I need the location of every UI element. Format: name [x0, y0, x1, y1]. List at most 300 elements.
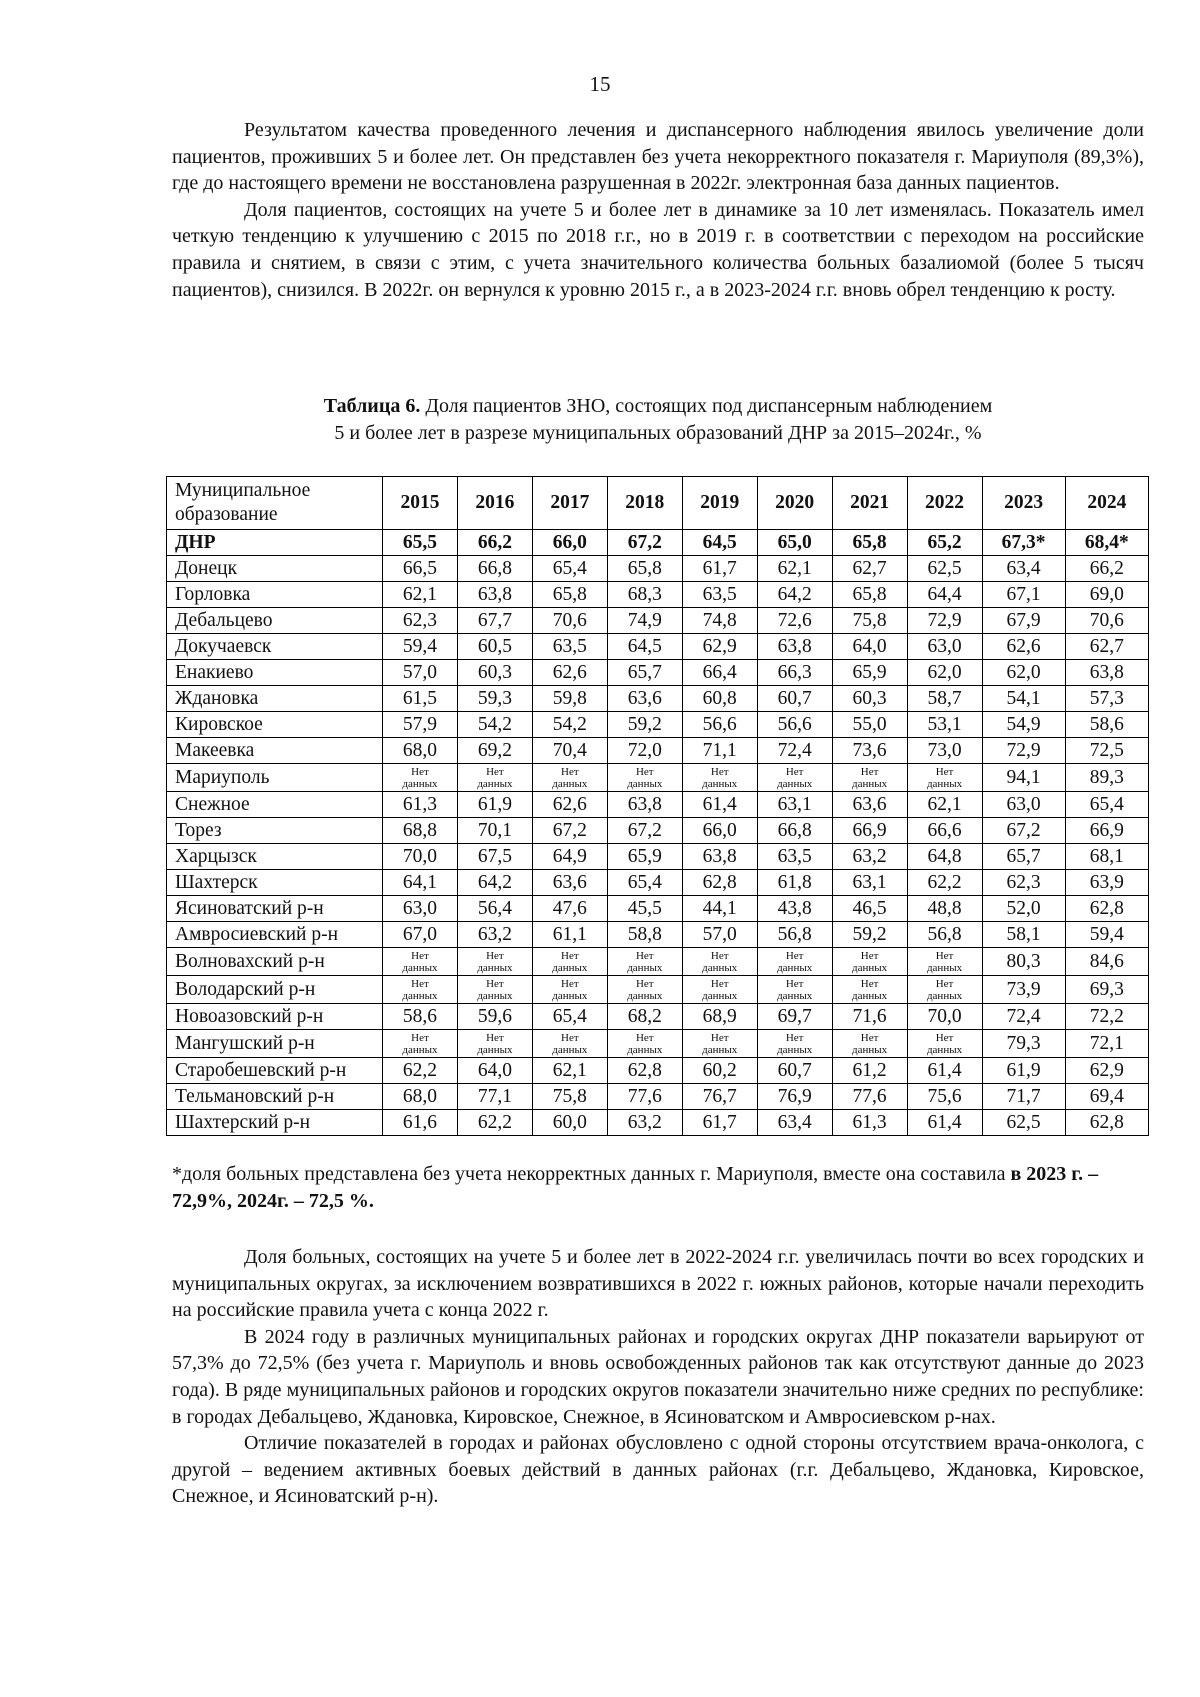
value-cell: 52,0 [982, 896, 1065, 922]
value-cell: 75,8 [832, 608, 907, 634]
value-cell: 62,3 [383, 608, 458, 634]
data-table [166, 476, 1149, 1136]
row-name: Кировское [167, 712, 383, 738]
conclusion-text [172, 1244, 1144, 1510]
value-cell: 80,3 [982, 948, 1065, 976]
value-cell: 65,7 [982, 844, 1065, 870]
value-cell: 66,3 [757, 660, 832, 686]
value-cell: 58,6 [1065, 712, 1148, 738]
table-row [167, 634, 1149, 660]
value-cell: 61,9 [982, 1058, 1065, 1084]
value-cell: 62,3 [982, 870, 1065, 896]
no-data-cell [532, 764, 607, 792]
no-data-label-line1: Нет [860, 765, 879, 778]
table-caption-line2: 5 и более лет в разрезе муниципальных образований ДНР за 2015–2024г., % [334, 421, 982, 444]
value-cell: 63,1 [757, 792, 832, 818]
header-year-2019: 2019 [682, 477, 757, 530]
value-cell: 54,1 [982, 686, 1065, 712]
table-row [167, 844, 1149, 870]
table-row [167, 712, 1149, 738]
value-cell: 76,7 [682, 1084, 757, 1110]
value-cell: 61,4 [682, 792, 757, 818]
value-cell: 72,4 [757, 738, 832, 764]
no-data-label-line1: Нет [860, 1031, 879, 1044]
value-cell: 63,5 [757, 844, 832, 870]
no-data-label-line1: Нет [710, 949, 729, 962]
table-caption-line1: Доля пациентов ЗНО, состоящих под диспансерным наблюдением [425, 395, 993, 417]
no-data-label-line2: данных [477, 1043, 513, 1056]
no-data-label-line2: данных [777, 961, 813, 974]
value-cell: 63,2 [607, 1110, 682, 1136]
value-cell: 76,9 [757, 1084, 832, 1110]
value-cell: 66,9 [832, 818, 907, 844]
value-cell: 67,1 [982, 582, 1065, 608]
value-cell: 58,6 [383, 1004, 458, 1030]
no-data-label-line2: данных [627, 961, 663, 974]
no-data-label-line1: Нет [935, 1031, 954, 1044]
no-data-label-line2: данных [552, 961, 588, 974]
value-cell: 60,5 [457, 634, 532, 660]
value-cell: 54,2 [532, 712, 607, 738]
value-cell: 70,6 [1065, 608, 1148, 634]
no-data-cell [682, 976, 757, 1004]
no-data-label-line2: данных [627, 1043, 663, 1056]
value-cell: 56,8 [757, 922, 832, 948]
table-row [167, 582, 1149, 608]
no-data-label-line1: Нет [860, 977, 879, 990]
value-cell: 62,5 [982, 1110, 1065, 1136]
value-cell: 64,9 [532, 844, 607, 870]
no-data-cell [682, 948, 757, 976]
no-data-label-line2: данных [702, 1043, 738, 1056]
no-data-label-line2: данных [552, 1043, 588, 1056]
row-name: Дебальцево [167, 608, 383, 634]
value-cell: 66,9 [1065, 818, 1148, 844]
value-cell: 67,2 [982, 818, 1065, 844]
value-cell: 60,7 [757, 686, 832, 712]
no-data-label-line2: данных [702, 989, 738, 1002]
no-data-label-line1: Нет [486, 949, 504, 962]
no-data-label-line1: Нет [710, 765, 729, 778]
header-municipality: Муниципальное образование [167, 477, 383, 530]
no-data-cell [682, 1030, 757, 1058]
value-cell: 62,5 [907, 556, 982, 582]
value-cell: 63,6 [607, 686, 682, 712]
no-data-label-line2: данных [402, 989, 438, 1002]
value-cell: 61,6 [383, 1110, 458, 1136]
no-data-label-line2: данных [402, 961, 438, 974]
table-row [167, 1110, 1149, 1136]
value-cell: 53,1 [907, 712, 982, 738]
table-row [167, 870, 1149, 896]
no-data-cell [457, 976, 532, 1004]
value-cell: 65,4 [607, 870, 682, 896]
value-cell: 62,9 [682, 634, 757, 660]
table-row [167, 1030, 1149, 1058]
no-data-label-line2: данных [777, 1043, 813, 1056]
value-cell: 65,9 [832, 660, 907, 686]
value-cell: 62,7 [832, 556, 907, 582]
table-body [167, 530, 1149, 1136]
no-data-label-line2: данных [477, 961, 513, 974]
no-data-label-line2: данных [477, 777, 513, 790]
value-cell: 69,0 [1065, 582, 1148, 608]
value-cell: 63,8 [607, 792, 682, 818]
no-data-label-line2: данных [477, 989, 513, 1002]
no-data-label-line1: Нет [935, 765, 954, 778]
value-cell: 72,9 [907, 608, 982, 634]
value-cell: 44,1 [682, 896, 757, 922]
value-cell: 65,8 [607, 556, 682, 582]
value-cell: 69,7 [757, 1004, 832, 1030]
value-cell: 56,4 [457, 896, 532, 922]
table-row [167, 608, 1149, 634]
row-name: Амвросиевский р-н [167, 922, 383, 948]
value-cell: 94,1 [982, 764, 1065, 792]
conclusion-paragraph-3: Отличие показателей в городах и районах обусловлено с одной стороны отсутствием врача-онколога, с другой – ведением активных боевых действий в данных районах (г.г. Дебальцево, Ждановка, Кировское, Снежное, и Ясиноватский р-н). [172, 1432, 1144, 1508]
value-cell: 72,9 [982, 738, 1065, 764]
no-data-label-line2: данных [402, 1043, 438, 1056]
no-data-cell [532, 976, 607, 1004]
footnote-bold: в 2023 г. – 72,9%, 2024г. – 72,5 %. [172, 1163, 1099, 1212]
no-data-cell [532, 948, 607, 976]
value-cell: 64,4 [907, 582, 982, 608]
value-cell: 62,2 [907, 870, 982, 896]
value-cell: 62,9 [1065, 1058, 1148, 1084]
value-cell: 77,6 [607, 1084, 682, 1110]
no-data-label-line2: данных [926, 989, 963, 1002]
value-cell: 63,2 [832, 844, 907, 870]
value-cell: 61,2 [832, 1058, 907, 1084]
value-cell: 63,5 [532, 634, 607, 660]
value-cell: 67,0 [383, 922, 458, 948]
value-cell: 60,3 [457, 660, 532, 686]
value-cell: 65,8 [832, 582, 907, 608]
row-name: Тельмановский р-н [167, 1084, 383, 1110]
no-data-label-line2: данных [702, 961, 738, 974]
value-cell: 68,0 [383, 1084, 458, 1110]
value-cell: 61,3 [832, 1110, 907, 1136]
header-year-2023: 2023 [982, 477, 1065, 530]
value-cell: 61,5 [383, 686, 458, 712]
no-data-label-line1: Нет [411, 977, 429, 990]
value-cell: 63,2 [457, 922, 532, 948]
value-cell: 67,2 [607, 530, 682, 556]
no-data-label-line1: Нет [860, 949, 879, 962]
row-name: Донецк [167, 556, 383, 582]
value-cell: 62,7 [1065, 634, 1148, 660]
value-cell: 60,0 [532, 1110, 607, 1136]
value-cell: 70,0 [907, 1004, 982, 1030]
value-cell: 69,2 [457, 738, 532, 764]
value-cell: 62,1 [757, 556, 832, 582]
value-cell: 63,1 [832, 870, 907, 896]
value-cell: 62,2 [457, 1110, 532, 1136]
value-cell: 65,0 [757, 530, 832, 556]
row-name: Шахтерский р-н [167, 1110, 383, 1136]
value-cell: 65,8 [532, 582, 607, 608]
table-header-row [167, 477, 1149, 530]
row-name: Горловка [167, 582, 383, 608]
value-cell: 54,9 [982, 712, 1065, 738]
value-cell: 74,8 [682, 608, 757, 634]
value-cell: 72,5 [1065, 738, 1148, 764]
no-data-cell [607, 976, 682, 1004]
value-cell: 47,6 [532, 896, 607, 922]
value-cell: 68,2 [607, 1004, 682, 1030]
value-cell: 60,7 [757, 1058, 832, 1084]
no-data-label-line1: Нет [935, 949, 954, 962]
no-data-label-line1: Нет [785, 949, 804, 962]
no-data-cell [832, 976, 907, 1004]
no-data-label-line2: данных [852, 989, 888, 1002]
row-name: Новоазовский р-н [167, 1004, 383, 1030]
no-data-label-line1: Нет [785, 1031, 804, 1044]
value-cell: 56,8 [907, 922, 982, 948]
value-cell: 62,1 [383, 582, 458, 608]
value-cell: 62,0 [907, 660, 982, 686]
value-cell: 58,7 [907, 686, 982, 712]
value-cell: 68,1 [1065, 844, 1148, 870]
row-name: Макеевка [167, 738, 383, 764]
header-year-2015: 2015 [383, 477, 458, 530]
value-cell: 73,6 [832, 738, 907, 764]
table-caption-label: Таблица 6. [323, 395, 421, 417]
row-name: Ясиноватский р-н [167, 896, 383, 922]
value-cell: 65,2 [907, 530, 982, 556]
value-cell: 62,0 [982, 660, 1065, 686]
value-cell: 63,8 [757, 634, 832, 660]
no-data-label-line2: данных [777, 989, 813, 1002]
no-data-label-line1: Нет [635, 977, 654, 990]
no-data-cell [832, 764, 907, 792]
value-cell: 70,1 [457, 818, 532, 844]
table-row [167, 1004, 1149, 1030]
value-cell: 59,2 [607, 712, 682, 738]
no-data-label-line2: данных [852, 961, 888, 974]
value-cell: 56,6 [682, 712, 757, 738]
value-cell: 68,3 [607, 582, 682, 608]
no-data-cell [383, 948, 458, 976]
no-data-cell [607, 1030, 682, 1058]
row-name: Докучаевск [167, 634, 383, 660]
value-cell: 57,0 [383, 660, 458, 686]
row-name: Шахтерск [167, 870, 383, 896]
table-row [167, 818, 1149, 844]
header-year-2024: 2024 [1065, 477, 1148, 530]
table-row [167, 556, 1149, 582]
value-cell: 67,7 [457, 608, 532, 634]
value-cell: 64,2 [757, 582, 832, 608]
table-row [167, 1084, 1149, 1110]
value-cell: 67,2 [607, 818, 682, 844]
no-data-label-line2: данных [852, 777, 888, 790]
table-row [167, 976, 1149, 1004]
value-cell: 61,4 [907, 1110, 982, 1136]
value-cell: 61,8 [757, 870, 832, 896]
no-data-cell [607, 948, 682, 976]
row-name: Старобешевский р-н [167, 1058, 383, 1084]
value-cell: 61,9 [457, 792, 532, 818]
value-cell: 61,7 [682, 1110, 757, 1136]
value-cell: 59,2 [832, 922, 907, 948]
no-data-label-line1: Нет [486, 1031, 504, 1044]
value-cell: 72,2 [1065, 1004, 1148, 1030]
table-row [167, 530, 1149, 556]
no-data-label-line1: Нет [785, 977, 804, 990]
no-data-label-line2: данных [852, 1043, 888, 1056]
table-row [167, 896, 1149, 922]
no-data-label-line1: Нет [635, 949, 654, 962]
value-cell: 65,4 [1065, 792, 1148, 818]
row-name: Мангушский р-н [167, 1030, 383, 1058]
value-cell: 66,8 [457, 556, 532, 582]
value-cell: 79,3 [982, 1030, 1065, 1058]
value-cell: 63,8 [457, 582, 532, 608]
value-cell: 61,3 [383, 792, 458, 818]
value-cell: 62,6 [982, 634, 1065, 660]
value-cell: 77,6 [832, 1084, 907, 1110]
row-name: Мариуполь [167, 764, 383, 792]
no-data-cell [907, 976, 982, 1004]
value-cell: 45,5 [607, 896, 682, 922]
value-cell: 66,6 [907, 818, 982, 844]
value-cell: 58,1 [982, 922, 1065, 948]
value-cell: 62,6 [532, 660, 607, 686]
value-cell: 89,3 [1065, 764, 1148, 792]
value-cell: 59,4 [1065, 922, 1148, 948]
row-name: Торез [167, 818, 383, 844]
value-cell: 63,4 [757, 1110, 832, 1136]
row-name: Харцызск [167, 844, 383, 870]
value-cell: 67,3* [982, 530, 1065, 556]
value-cell: 74,9 [607, 608, 682, 634]
value-cell: 62,1 [532, 1058, 607, 1084]
value-cell: 66,0 [682, 818, 757, 844]
no-data-label-line2: данных [926, 961, 963, 974]
value-cell: 65,5 [383, 530, 458, 556]
value-cell: 71,1 [682, 738, 757, 764]
value-cell: 61,1 [532, 922, 607, 948]
no-data-label-line1: Нет [411, 1031, 429, 1044]
no-data-label-line1: Нет [635, 1031, 654, 1044]
value-cell: 67,2 [532, 818, 607, 844]
value-cell: 66,5 [383, 556, 458, 582]
table-row [167, 764, 1149, 792]
no-data-label-line1: Нет [635, 765, 654, 778]
value-cell: 75,8 [532, 1084, 607, 1110]
no-data-label-line1: Нет [411, 765, 429, 778]
value-cell: 54,2 [457, 712, 532, 738]
value-cell: 71,7 [982, 1084, 1065, 1110]
value-cell: 68,4* [1065, 530, 1148, 556]
value-cell: 72,4 [982, 1004, 1065, 1030]
table-row [167, 948, 1149, 976]
no-data-label-line1: Нет [785, 765, 804, 778]
no-data-cell [757, 1030, 832, 1058]
no-data-cell [832, 948, 907, 976]
value-cell: 65,7 [607, 660, 682, 686]
value-cell: 64,5 [607, 634, 682, 660]
header-year-2017: 2017 [532, 477, 607, 530]
value-cell: 61,4 [907, 1058, 982, 1084]
value-cell: 57,0 [682, 922, 757, 948]
no-data-label-line1: Нет [561, 765, 579, 778]
value-cell: 66,2 [457, 530, 532, 556]
no-data-label-line1: Нет [710, 977, 729, 990]
value-cell: 84,6 [1065, 948, 1148, 976]
value-cell: 43,8 [757, 896, 832, 922]
value-cell: 64,5 [682, 530, 757, 556]
no-data-cell [383, 976, 458, 1004]
no-data-cell [907, 764, 982, 792]
value-cell: 63,6 [532, 870, 607, 896]
no-data-label-line1: Нет [935, 977, 954, 990]
value-cell: 62,8 [1065, 1110, 1148, 1136]
value-cell: 63,4 [982, 556, 1065, 582]
value-cell: 62,8 [682, 870, 757, 896]
value-cell: 65,9 [607, 844, 682, 870]
table-caption [172, 393, 1144, 446]
value-cell: 67,9 [982, 608, 1065, 634]
value-cell: 68,9 [682, 1004, 757, 1030]
header-year-2022: 2022 [907, 477, 982, 530]
no-data-label-line2: данных [926, 1043, 963, 1056]
value-cell: 67,5 [457, 844, 532, 870]
value-cell: 77,1 [457, 1084, 532, 1110]
value-cell: 62,8 [1065, 896, 1148, 922]
header-year-2020: 2020 [757, 477, 832, 530]
no-data-cell [907, 1030, 982, 1058]
conclusion-paragraph-1: Доля больных, состоящих на учете 5 и более лет в 2022-2024 г.г. увеличилась почти во всех городских и муниципальных округах, за исключением возвратившихся в 2022 г. южных районов, которые начали переходить на российские правила учета с конца 2022 г. [172, 1246, 1144, 1322]
value-cell: 63,0 [907, 634, 982, 660]
value-cell: 60,8 [682, 686, 757, 712]
value-cell: 72,0 [607, 738, 682, 764]
value-cell: 57,9 [383, 712, 458, 738]
table-row [167, 792, 1149, 818]
no-data-label-line1: Нет [561, 977, 579, 990]
value-cell: 59,3 [457, 686, 532, 712]
value-cell: 68,0 [383, 738, 458, 764]
table-row [167, 1058, 1149, 1084]
no-data-cell [383, 764, 458, 792]
value-cell: 66,2 [1065, 556, 1148, 582]
intro-paragraph-1: Результатом качества проведенного лечения и диспансерного наблюдения явилось увеличение доли пациентов, проживших 5 и более лет. Он представлен без учета некорректного показателя г. Мариуполя (89,3%), где до настоящего времени не восстановлена разрушенная в 2022г. электронная база данных пациентов. [172, 119, 1144, 195]
no-data-label-line2: данных [627, 989, 663, 1002]
value-cell: 65,4 [532, 1004, 607, 1030]
value-cell: 59,4 [383, 634, 458, 660]
value-cell: 64,0 [457, 1058, 532, 1084]
no-data-cell [682, 764, 757, 792]
no-data-cell [832, 1030, 907, 1058]
no-data-cell [757, 976, 832, 1004]
value-cell: 64,8 [907, 844, 982, 870]
value-cell: 62,1 [907, 792, 982, 818]
value-cell: 63,0 [982, 792, 1065, 818]
value-cell: 70,0 [383, 844, 458, 870]
no-data-label-line1: Нет [561, 949, 579, 962]
conclusion-paragraph-2: В 2024 году в различных муниципальных районах и городских округах ДНР показатели варьируют от 57,3% до 72,5% (без учета г. Мариуполь и вновь освобожденных районов так как отсутствуют данные до 2023 года). В ряде муниципальных районов и городских округов показатели значительно ниже средних по республике: в городах Дебальцево, Ждановка, Кировское, Снежное, в Ясиноватском и Амвросиевском р-нах. [172, 1325, 1144, 1428]
value-cell: 63,9 [1065, 870, 1148, 896]
no-data-label-line1: Нет [411, 949, 429, 962]
value-cell: 73,0 [907, 738, 982, 764]
no-data-cell [457, 764, 532, 792]
value-cell: 71,6 [832, 1004, 907, 1030]
value-cell: 69,4 [1065, 1084, 1148, 1110]
footnote-text: *доля больных представлена без учета некорректных данных г. Мариуполя, вместе она составила [172, 1163, 1006, 1185]
value-cell: 66,8 [757, 818, 832, 844]
value-cell: 66,0 [532, 530, 607, 556]
